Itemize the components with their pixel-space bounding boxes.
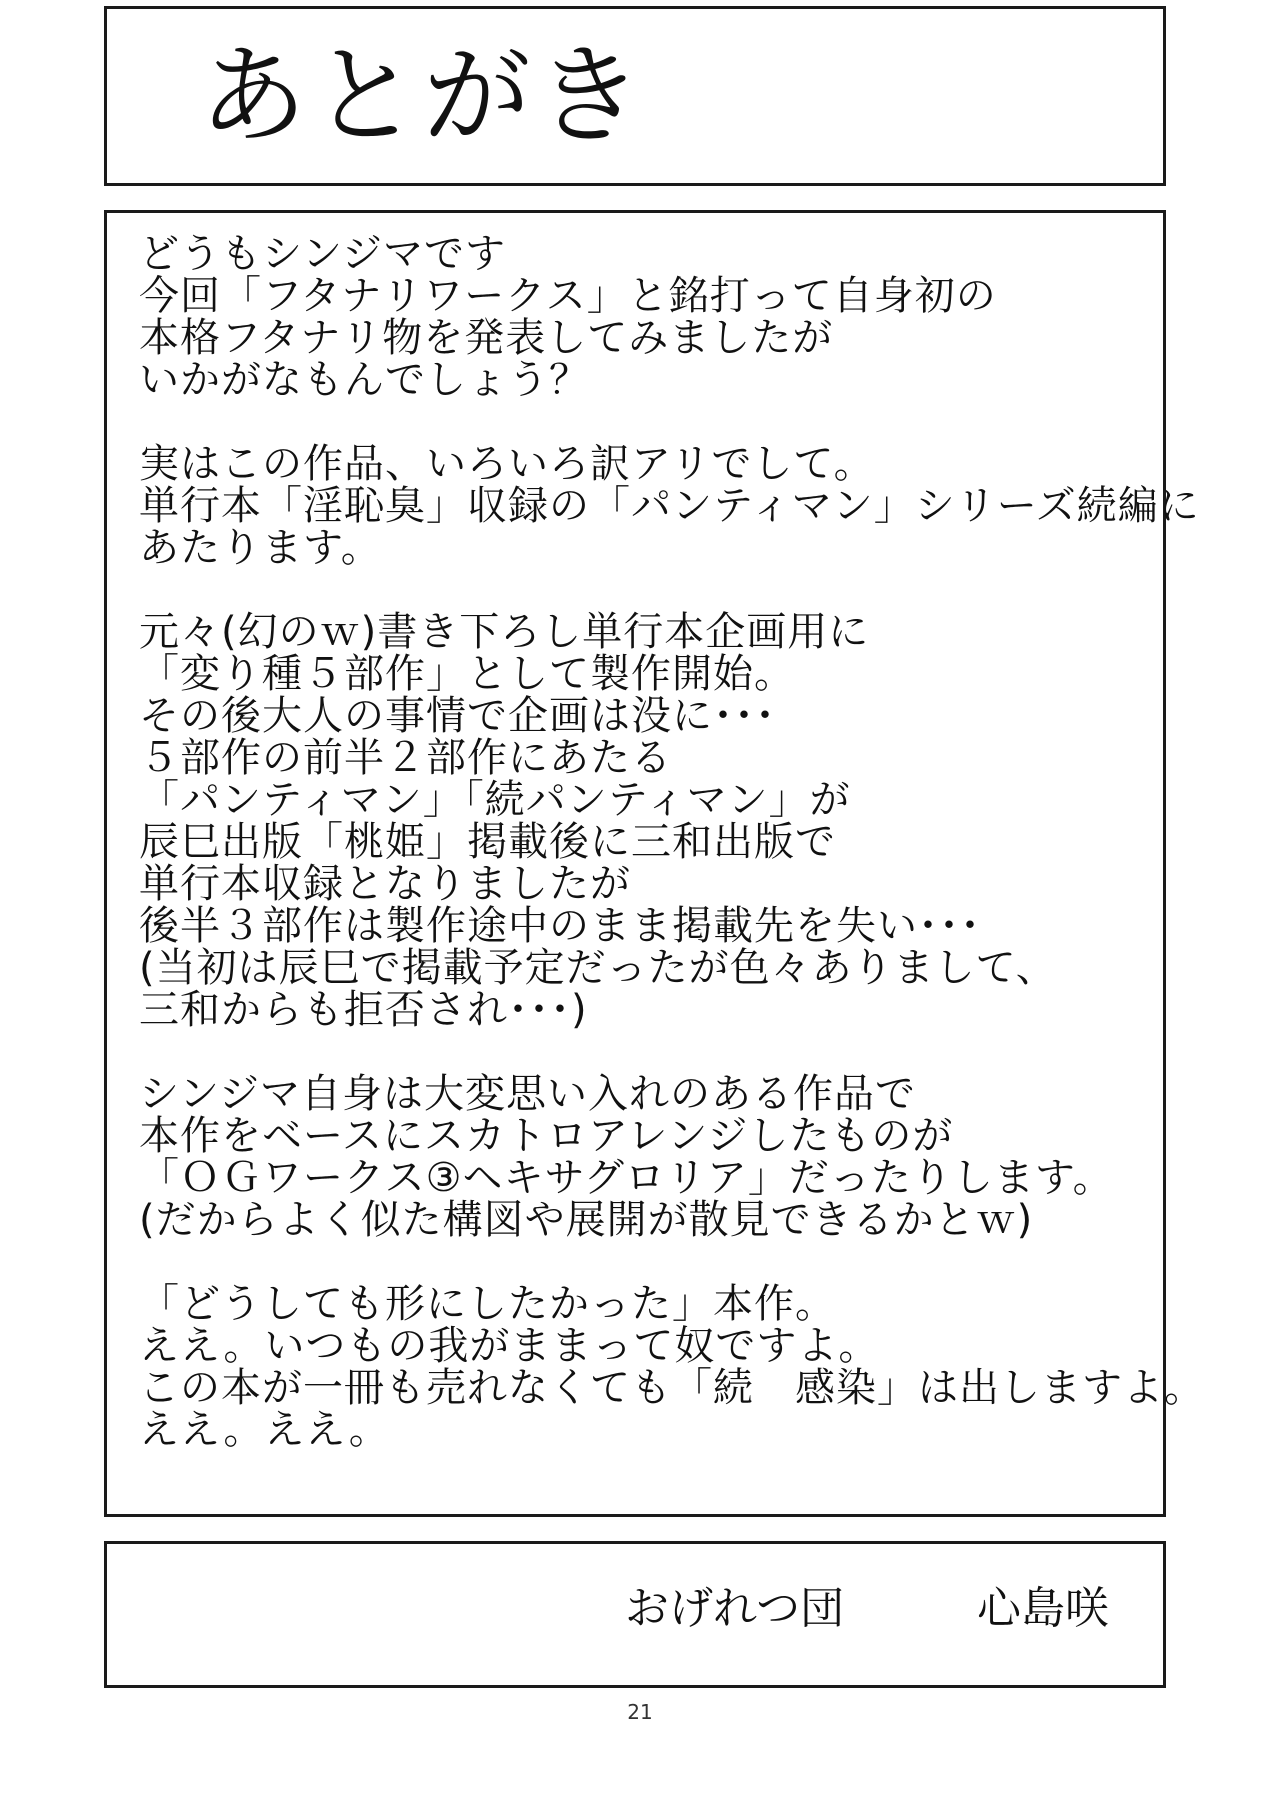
text-line: 「ＯＧワークス③ヘキサグロリア」だったりします。	[139, 1155, 1114, 1201]
text-line: 「どうしても形にしたかった」本作。	[139, 1281, 836, 1327]
text-line: ５部作の前半２部作にあたる	[139, 735, 672, 781]
author-name: 心島咲	[977, 1583, 1109, 1634]
text-line: 単行本「淫恥臭」収録の「パンティマン」シリーズ続編に	[139, 483, 1200, 529]
text-line: 元々(幻のｗ)書き下ろし単行本企画用に	[139, 609, 870, 655]
text-line: 今回「フタナリワークス」と銘打って自身初の	[139, 273, 997, 319]
text-line: 単行本収録となりましたが	[139, 861, 631, 907]
title-box	[104, 6, 1166, 186]
text-line: ええ。いつもの我がままって奴ですよ。	[139, 1323, 880, 1369]
page-title: あとがき	[199, 34, 648, 159]
text-line: この本が一冊も売れなくても「続 感染」は出しますよ。	[139, 1365, 1205, 1411]
blank-line	[139, 1241, 1143, 1283]
signature-box	[104, 1541, 1166, 1688]
text-line: どうもシンジマです	[139, 231, 506, 277]
text-line: 三和からも拒否され･･･)	[139, 987, 588, 1033]
text-line: その後大人の事情で企画は没に･･･	[139, 693, 776, 739]
text-line: あたります。	[139, 525, 382, 571]
blank-line	[139, 401, 1143, 443]
text-line: 「変り種５部作」として製作開始。	[139, 651, 795, 697]
text-line: シンジマ自身は大変思い入れのある作品で	[139, 1071, 916, 1117]
text-line: (だからよく似た構図や展開が散見できるかとｗ)	[139, 1197, 1034, 1243]
afterword-text	[139, 231, 1205, 1453]
blank-line	[139, 1031, 1143, 1073]
text-line: ええ。ええ。	[139, 1407, 390, 1453]
page-number: 21	[627, 1700, 653, 1724]
afterword-body-box	[104, 210, 1205, 1517]
text-line: 本作をベースにスカトロアレンジしたものが	[139, 1113, 954, 1159]
text-line: 本格フタナリ物を発表してみましたが	[139, 315, 834, 361]
blank-line	[139, 569, 1143, 611]
text-line: 「パンティマン」「続パンティマン」が	[139, 777, 851, 823]
text-line: いかがなもんでしょう？	[139, 357, 590, 403]
text-line: 辰巳出版「桃姫」掲載後に三和出版で	[139, 819, 836, 865]
circle-name: おげれつ団	[625, 1583, 845, 1634]
text-line: (当初は辰巳で掲載予定だったが色々ありまして、	[139, 945, 1057, 991]
text-line: 実はこの作品、いろいろ訳アリでして。	[139, 441, 875, 487]
text-line: 後半３部作は製作途中のまま掲載先を失い･･･	[139, 903, 981, 949]
